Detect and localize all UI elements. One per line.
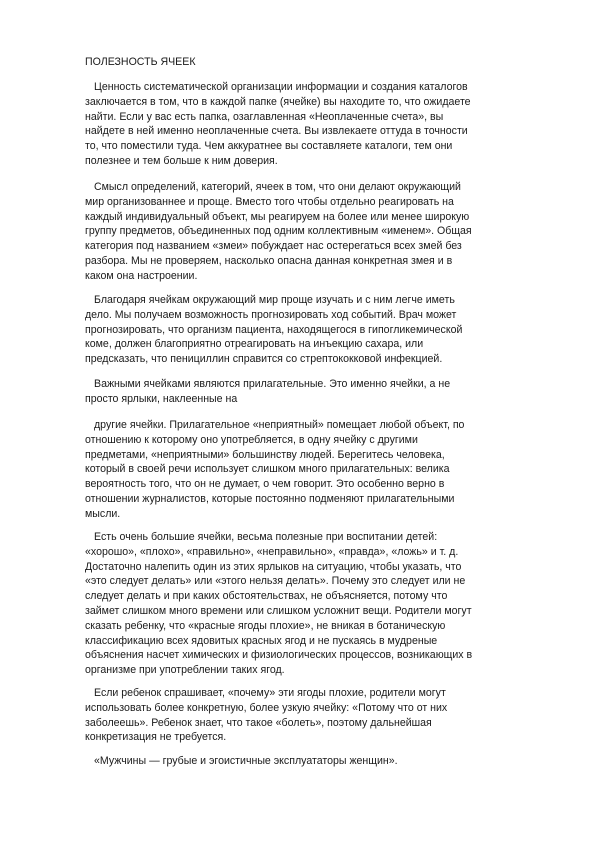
paragraph-line: предметами, «неприятными» большинству людей. Берегитесь человека,	[85, 448, 445, 461]
document-title	[85, 55, 555, 70]
paragraph-line: полезнее и тем больше к ним доверия.	[85, 154, 278, 167]
paragraph-7	[85, 686, 555, 745]
paragraph-2	[85, 180, 555, 284]
paragraph-line: отношению к которому оно употребляется, в одну ячейку с другими	[85, 433, 418, 446]
paragraph-line: классификацию всех ядовитых красных ягод и не пускаясь в мудреные	[85, 634, 438, 647]
paragraph-line: который в своей речи использует слишком много прилагательных: велика	[85, 463, 450, 476]
paragraph-line: следует делать и при каких обстоятельствах, не объясняется, потому что	[85, 590, 448, 603]
paragraph-8	[85, 754, 555, 769]
paragraph-line: «это следует делать» или «этого нельзя делать». Почему это следует или не	[85, 575, 466, 588]
paragraph-line: категория под названием «змеи» побуждает нас остерегаться всех змей без	[85, 240, 462, 253]
paragraph-line: Если ребенок спрашивает, «почему» эти ягоды плохие, родители могут	[94, 687, 446, 699]
paragraph-line: Достаточно налепить один из этих ярлыков на ситуацию, чтобы указать, что	[85, 560, 462, 573]
paragraph-line: дело. Мы получаем возможность прогнозировать ход событий. Врач может	[85, 308, 457, 321]
paragraph-line: прогнозировать, что организм пациента, находящегося в гипогликемической	[85, 323, 463, 336]
paragraph-line: Смысл определений, категорий, ячеек в том, что они делают окружающий	[94, 181, 461, 193]
paragraph-line: каждый индивидуальный объект, мы реагируем на более или менее широкую	[85, 210, 470, 223]
paragraph-line: то, что поместили туда. Чем аккуратнее вы составляете каталоги, тем они	[85, 140, 453, 153]
paragraph-line: конкретизация не требуется.	[85, 731, 227, 744]
paragraph-line: Ценность систематической организации информации и создания каталогов	[94, 81, 468, 93]
title-text: ПОЛЕЗНОСТЬ ЯЧЕЕК	[85, 56, 196, 68]
paragraph-6	[85, 530, 555, 678]
paragraph-line: разбора. Мы не проверяем, насколько опасна данная конкретная змея и в	[85, 254, 453, 267]
paragraph-line: мир организованнее и проще. Вместо того чтобы отдельно реагировать на	[85, 195, 454, 208]
paragraph-line: Есть очень большие ячейки, весьма полезные при воспитании детей:	[94, 531, 438, 543]
paragraph-line: заболеешь». Ребенок знает, что такое «болеть», поэтому дальнейшая	[85, 716, 432, 729]
paragraph-line: Благодаря ячейкам окружающий мир проще изучать и с ним легче иметь	[94, 294, 455, 306]
paragraph-line: найти. Если у вас есть папка, озаглавленная «Неоплаченные счета», вы	[85, 110, 444, 123]
paragraph-line: сказать ребенку, что «красные ягоды плохие», не вникая в ботаническую	[85, 619, 446, 632]
paragraph-line: отношении журналистов, которые постоянно подменяют прилагательными	[85, 492, 455, 505]
paragraph-line: объяснения насчет химических и физиологических процессов, возникающих в	[85, 649, 473, 662]
paragraph-line: предсказать, что пенициллин справится со стрептококковой инфекцией.	[85, 353, 443, 366]
paragraph-line: Важными ячейками являются прилагательные. Это именно ячейки, а не	[94, 378, 451, 390]
paragraph-line: «хорошо», «плохо», «правильно», «неправильно», «правда», «ложь» и т. д.	[85, 545, 459, 558]
paragraph-line: другие ячейки. Прилагательное «неприятный» помещает любой объект, по	[94, 419, 465, 431]
paragraph-line: найдете в ней именно неоплаченные счета. Вы извлекаете оттуда в точности	[85, 125, 468, 138]
paragraph-line: вероятность того, что он не думает, о чем говорит. Это особенно верно в	[85, 478, 445, 491]
paragraph-4	[85, 377, 555, 407]
paragraph-line: коме, должен благоприятно отреагировать на инъекцию сахара, или	[85, 338, 424, 351]
paragraph-line: займет слишком много времени или слишком усложнит вещи. Родители могут	[85, 604, 472, 617]
paragraph-line: использовать более конкретную, более узкую ячейку: «Потому что от них	[85, 701, 448, 714]
paragraph-1	[85, 80, 555, 169]
paragraph-3	[85, 293, 555, 367]
paragraph-line: заключается в том, что в каждой папке (ячейке) вы находите то, что ожидаете	[85, 95, 471, 108]
paragraph-line: каком она настроении.	[85, 269, 198, 282]
paragraph-line: группу предметов, объединенных под одним коллективным «именем». Общая	[85, 225, 472, 238]
paragraph-line: организме при употреблении таких ягод.	[85, 664, 285, 677]
paragraph-line: «Мужчины — грубые и эгоистичные эксплуататоры женщин».	[94, 755, 398, 767]
paragraph-line: мысли.	[85, 507, 121, 520]
paragraph-line: просто ярлыки, наклеенные на	[85, 392, 238, 405]
paragraph-5	[85, 418, 555, 522]
